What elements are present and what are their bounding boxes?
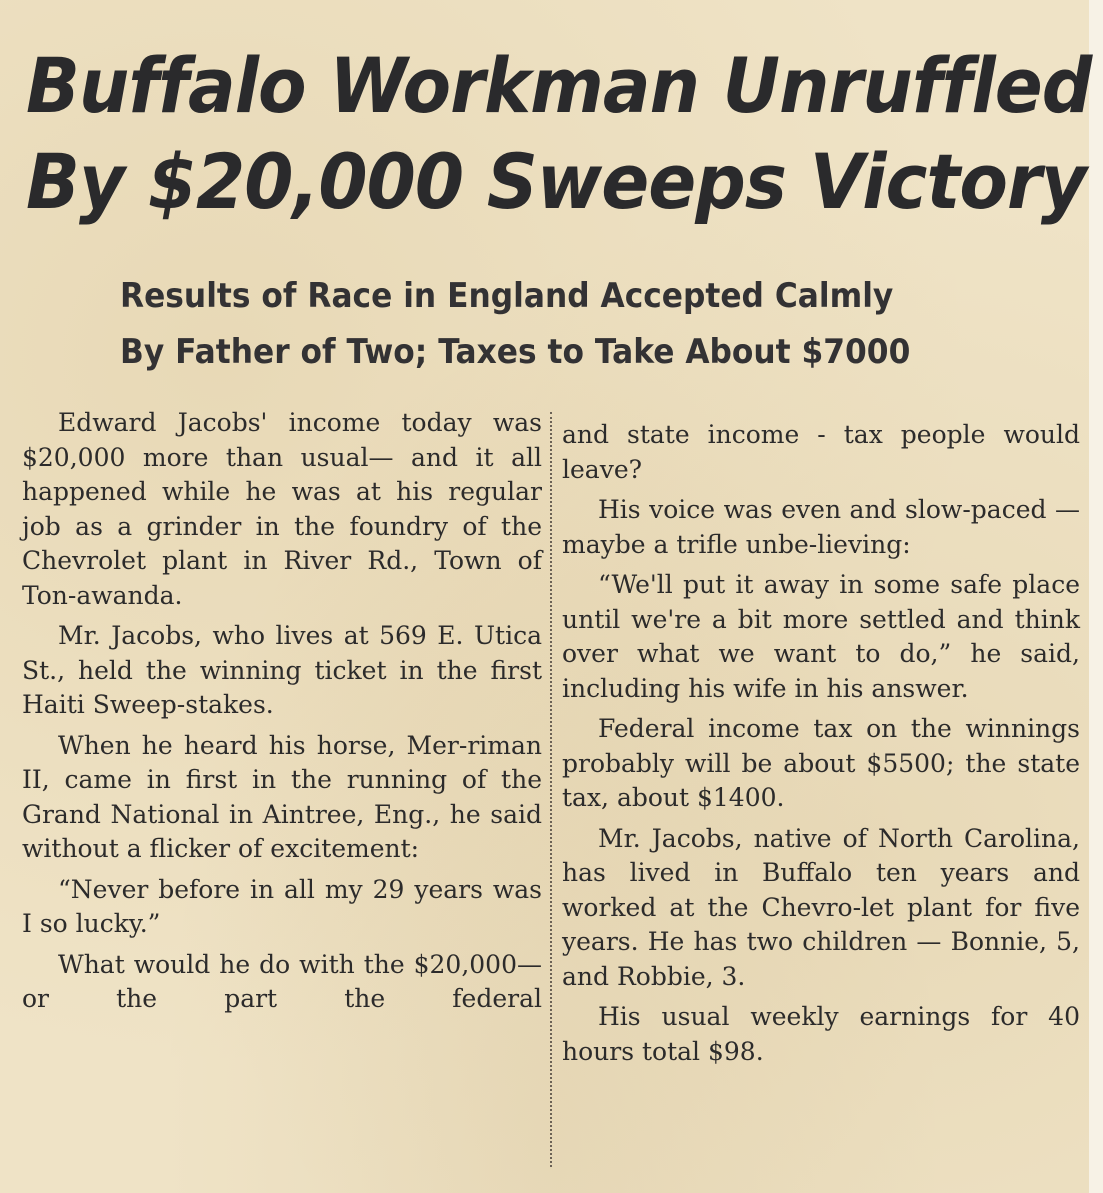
headline-line-2: By $20,000 Sweeps Victory: [26, 137, 1087, 226]
paragraph: Mr. Jacobs, who lives at 569 E. Utica St., held the winning ticket in the first Haiti Sweep-stakes.: [22, 621, 542, 719]
headline-line-1: Buffalo Workman Unruffled: [26, 41, 1092, 130]
paragraph: When he heard his horse, Mer-riman II, came in first in the running of the Grand National in Aintree, Eng., he said without a flicker of excitement:: [22, 730, 542, 863]
paragraph: Edward Jacobs' income today was $20,000 more than usual— and it all happened while he was at his regular job as a grinder in the foundry of the Chevrolet plant in River Rd., Town of Ton-awanda.: [22, 408, 542, 610]
paragraph: His voice was even and slow-paced — maybe a trifle unbe-lieving:: [562, 495, 1080, 559]
paragraph: “We'll put it away in some safe place until we're a bit more settled and think over what we want to do,” he said, including his wife in his answer.: [562, 570, 1080, 703]
column-divider: [550, 412, 552, 1167]
subheadline: [120, 268, 994, 380]
subheadline-line-2: By Father of Two; Taxes to Take About $7000: [120, 332, 911, 372]
paper-edge: [1089, 0, 1103, 1193]
headline: [26, 38, 1092, 230]
paragraph: Mr. Jacobs, native of North Carolina, has lived in Buffalo ten years and worked at the Chevro-let plant for five years. He has two children — Bonnie, 5, and Robbie, 3.: [562, 823, 1080, 991]
paragraph: What would he do with the $20,000—or the part the federal: [22, 949, 542, 1013]
article-column-left: [22, 406, 542, 1023]
subheadline-line-1: Results of Race in England Accepted Calmly: [120, 276, 894, 316]
article-column-right: [562, 418, 1080, 1075]
paragraph: “Never before in all my 29 years was I so lucky.”: [22, 874, 542, 938]
paragraph: Federal income tax on the winnings probably will be about $5500; the state tax, about $1400.: [562, 714, 1080, 812]
paragraph: and state income - tax people would leave?: [562, 420, 1080, 484]
paragraph: His usual weekly earnings for 40 hours total $98.: [562, 1002, 1080, 1066]
